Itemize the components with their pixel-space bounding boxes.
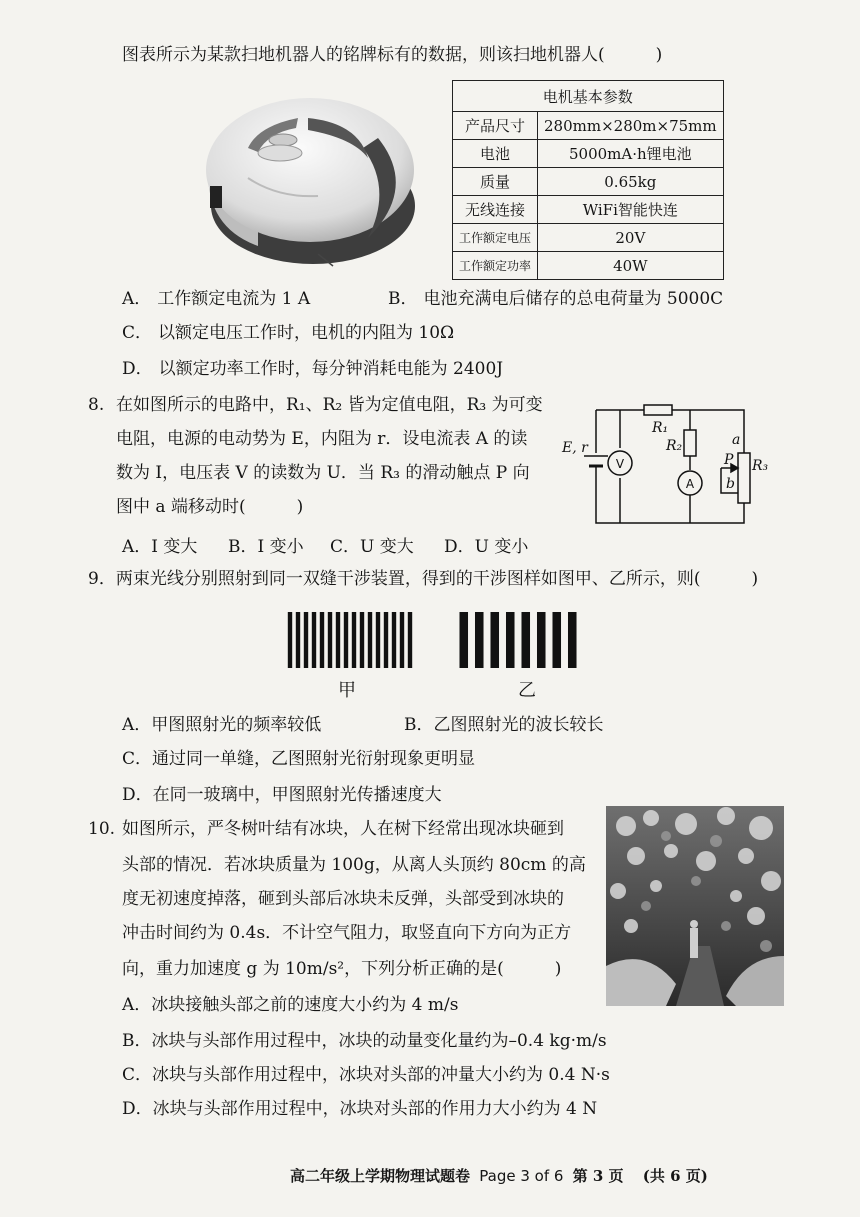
q8-line-3: 数为 I，电压表 V 的读数为 U．当 R₃ 的滑动触点 P 向 [116,463,530,483]
jia-stripe [288,612,292,668]
q7-option-b: B． 电池充满电后储存的总电荷量为 5000C [388,289,724,309]
footer-title: 高二年级上学期物理试题卷 [290,1167,471,1185]
q8-option-b: B．I 变小 [228,537,304,557]
circuit-label-r2: R₂ [666,438,683,454]
circuit-diagram [556,398,786,533]
page-footer [290,1165,708,1186]
q9-stem: 9．两束光线分别照射到同一双缝干涉装置，得到的干涉图样如图甲、乙所示，则( ) [88,569,759,589]
table-row: 无线连接 WiFi智能快连 [453,196,724,224]
yi-stripe [537,612,546,668]
yi-stripe [552,612,561,668]
yi-stripe [506,612,515,668]
yi-stripe [490,612,499,668]
circuit-label-r3: R₃ [752,458,769,474]
jia-stripe [392,612,396,668]
q10-option-d: D．冰块与头部作用过程中，冰块对头部的作用力大小约为 4 N [122,1099,598,1119]
jia-stripe [368,612,372,668]
jia-stripe [296,612,300,668]
yi-stripe [568,612,577,668]
yi-stripe [459,612,468,668]
jia-stripe [376,612,380,668]
jia-stripe [320,612,324,668]
q9-option-a: A．甲图照射光的频率较低 [122,715,322,735]
q7-option-d: D． 以额定功率工作时，每分钟消耗电能为 2400J [122,359,504,379]
q10-line-3: 度无初速度掉落，砸到头部后冰块未反弹，头部受到冰块的 [122,889,564,909]
parameters-table [452,80,724,280]
q7-stem: 图表所示为某款扫地机器人的铭牌标有的数据，则该扫地机器人( ) [122,45,663,65]
robot-vacuum-image [188,78,428,278]
q9-option-d: D．在同一玻璃中，甲图照射光传播速度大 [122,785,442,805]
table-row: 电池 5000mA·h锂电池 [453,140,724,168]
q10-line-4: 冲击时间约为 0.4s．不计空气阻力，取竖直向下方向为正方 [122,923,572,943]
yi-stripe [475,612,484,668]
jia-stripe [408,612,412,668]
q7-option-a: A． 工作额定电流为 1 A [122,289,311,309]
table-row: 质量 0.65kg [453,168,724,196]
circuit-label-p: P [724,452,734,468]
footer-total: (共 6 页) [642,1167,708,1185]
jia-stripe [312,612,316,668]
q10-line-5: 向，重力加速度 g 为 10m/s²，下列分析正确的是( ) [122,959,562,979]
q8-line-2: 电阻，电源的电动势为 E，内阻为 r．设电流表 A 的读 [116,429,528,449]
table-row: 工作额定功率 40W [453,252,724,280]
jia-stripe [328,612,332,668]
q10-option-a: A．冰块接触头部之前的速度大小约为 4 m/s [122,995,459,1015]
circuit-label-b: b [726,476,735,492]
table-row: 工作额定电压 20V [453,224,724,252]
footer-page-overlay: Page 3 of 6 [479,1167,564,1185]
jia-stripe [304,612,308,668]
q9-option-b: B．乙图照射光的波长较长 [404,715,604,735]
q10-option-c: C．冰块与头部作用过程中，冰块对头部的冲量大小约为 0.4 N·s [122,1065,610,1085]
q7-option-c: C． 以额定电压工作时，电机的内阻为 10Ω [122,323,455,343]
jia-stripe [352,612,356,668]
q10-option-b: B．冰块与头部作用过程中，冰块的动量变化量约为–0.4 kg·m/s [122,1031,607,1051]
q8-line-4: 图中 a 端移动时( ) [116,497,304,517]
icy-tree-photo [606,806,784,1006]
q10-number: 10. [88,819,116,839]
circuit-label-a: a [732,432,741,448]
q8-option-a: A．I 变大 [122,537,198,557]
q10-line-1: 如图所示，严冬树叶结有冰块，人在树下经常出现冰块砸到 [122,819,564,839]
label-yi: 乙 [518,680,536,701]
q8-option-c: C．U 变大 [330,537,414,557]
jia-stripe [344,612,348,668]
q8-number: 8. [88,395,105,415]
jia-stripe [400,612,404,668]
circuit-label-r1: R₁ [652,420,669,436]
interference-pattern-jia [286,612,414,668]
jia-stripe [336,612,340,668]
q8-option-d: D．U 变小 [444,537,529,557]
voltmeter-label: V [615,457,625,471]
q8-line-1: 在如图所示的电路中，R₁、R₂ 皆为定值电阻，R₃ 为可变 [116,395,543,415]
q10-line-2: 头部的情况．若冰块质量为 100g，从离人头顶约 80cm 的高 [122,855,586,875]
jia-stripe [360,612,364,668]
footer-page: 第 3 页 [572,1167,624,1185]
interference-pattern-yi [456,612,580,668]
jia-stripe [384,612,388,668]
circuit-label-er: E, r [562,440,588,456]
q9-option-c: C．通过同一单缝，乙图照射光衍射现象更明显 [122,749,476,769]
table-header: 电机基本参数 [453,81,724,112]
table-row: 产品尺寸 280mm×280m×75mm [453,112,724,140]
yi-stripe [521,612,530,668]
ammeter-label: A [685,477,695,491]
label-jia: 甲 [338,680,356,701]
